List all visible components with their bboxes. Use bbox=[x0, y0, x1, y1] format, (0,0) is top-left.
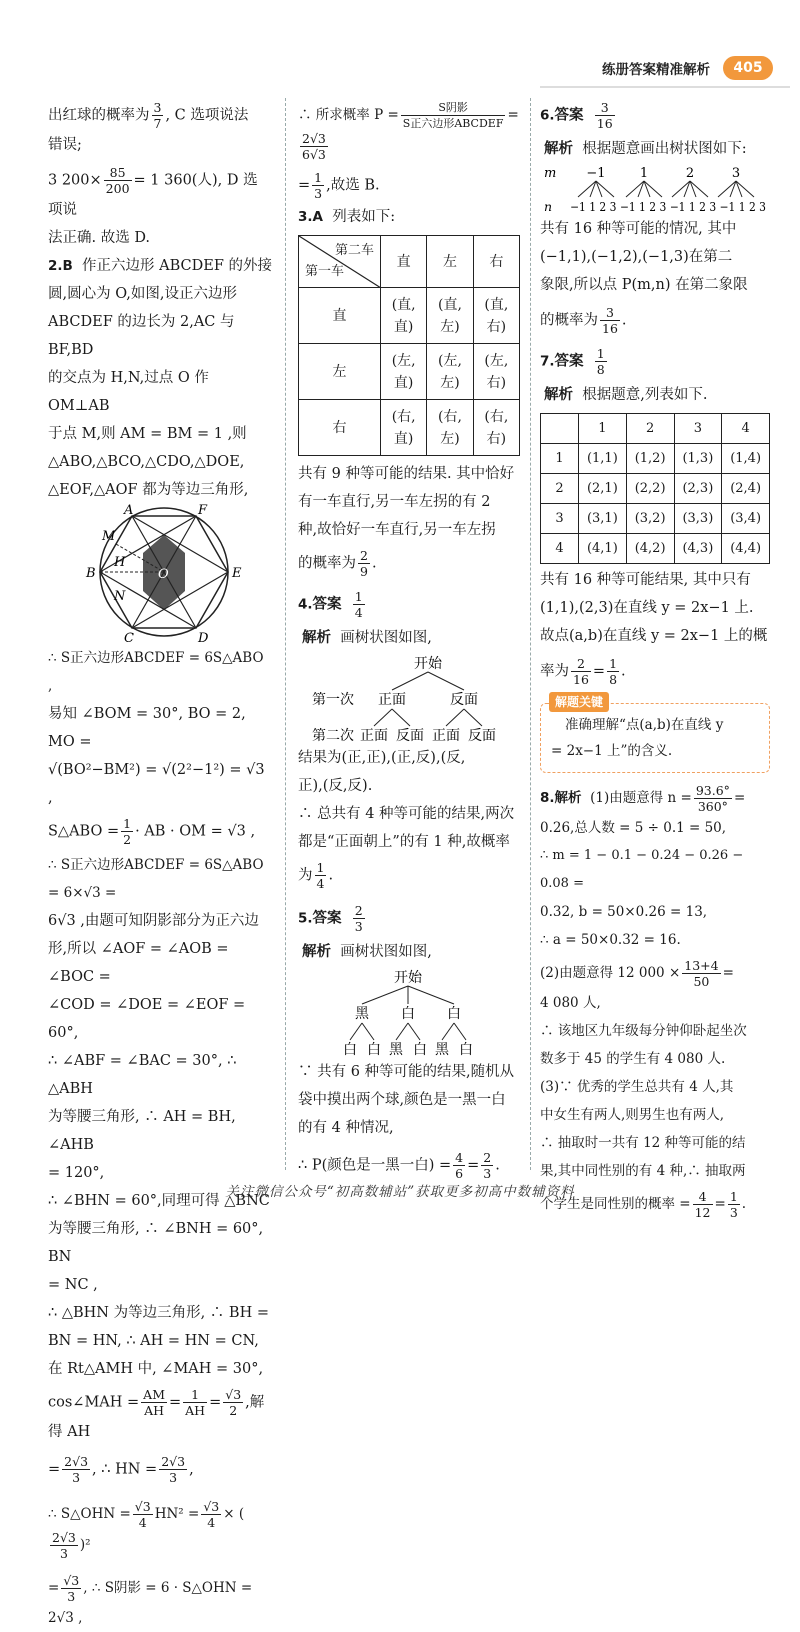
column-3 bbox=[540, 98, 770, 1220]
label-b: B bbox=[86, 566, 96, 581]
svg-text:白: 白 bbox=[367, 1042, 381, 1058]
svg-text:反面: 反面 bbox=[468, 728, 496, 744]
text-line: 共有 9 种等可能的结果. 其中恰好 bbox=[298, 466, 515, 482]
svg-text:正面: 正面 bbox=[432, 728, 460, 744]
text-line: 圆,圆心为 O,如图,设正六边形 bbox=[48, 286, 237, 302]
svg-text:黑: 黑 bbox=[355, 1006, 369, 1022]
svg-text:−1 1 2 3 −1 1 2 3 −1 1 2 3 −1: −1 1 2 3 −1 1 2 3 −1 1 2 3 −1 1 2 3 bbox=[570, 200, 766, 214]
question-4: 4.答案 $\frac{1}{4}$ bbox=[298, 589, 363, 620]
text-line: ∴ S△OHN = $\frac{√3}{4}$ HN² = $\frac{√3}{4}$ × ( $\frac{2√3}{3}$ )² bbox=[48, 1499, 245, 1561]
label-d: D bbox=[198, 631, 209, 646]
text-line: 解析 根据题意画出树状图如下: bbox=[544, 141, 747, 157]
table-row: 4 (4,1) (4,2) (4,3) (4,4) bbox=[541, 534, 770, 564]
text-line: = 120°, bbox=[48, 1165, 105, 1181]
text-line: 的概率为 $\frac{3}{16}$ . bbox=[540, 305, 627, 336]
fraction: $\frac{85}{200}$ bbox=[105, 165, 130, 196]
svg-text:黑: 黑 bbox=[435, 1042, 449, 1058]
label-f: F bbox=[198, 503, 208, 518]
text-line: 解析 画树状图如图, bbox=[302, 630, 432, 646]
text-line: 的概率为 $\frac{2}{9}$ . bbox=[298, 548, 377, 579]
text-line: ∴ 该地区九年级每分钟仰卧起坐次 bbox=[540, 1023, 747, 1039]
text-line: = NC , bbox=[48, 1277, 98, 1293]
text-line: 0.26,总人数 = 5 ÷ 0.1 = 50, bbox=[540, 820, 727, 836]
text-line: = $\frac{2√3}{3}$ , ∴ HN = $\frac{2√3}{3}$ , bbox=[48, 1454, 194, 1485]
text-line: = 2x−1 上”的含义. bbox=[551, 743, 673, 759]
text-line: 0.32, b = 50×0.26 = 13, bbox=[540, 904, 708, 920]
text-line: △ABO,△BCO,△CDO,△DOE, bbox=[48, 454, 245, 470]
svg-text:正面: 正面 bbox=[360, 728, 388, 744]
text-line: ∴ a = 50×0.32 = 16. bbox=[540, 932, 681, 948]
svg-text:白: 白 bbox=[459, 1042, 473, 1058]
table-row: 直 (直,直) (直,左) (直,右) bbox=[299, 288, 520, 344]
column-divider bbox=[285, 98, 286, 1170]
svg-text:白: 白 bbox=[447, 1006, 461, 1022]
svg-text:反面: 反面 bbox=[396, 728, 424, 744]
text-line: 袋中摸出两个球,颜色是一黑一白 bbox=[298, 1092, 506, 1108]
page-header bbox=[540, 56, 795, 82]
tree-diagram-q4 bbox=[298, 652, 520, 744]
text-line: 错误; bbox=[48, 137, 82, 153]
text-line: 有一车直行,另一车左拐的有 2 bbox=[298, 494, 491, 510]
text-line: 形,所以 ∠AOF = ∠AOB = ∠BOC = bbox=[48, 941, 229, 985]
label-h: H bbox=[114, 555, 126, 570]
header-rule bbox=[540, 86, 790, 88]
text-line: 的交点为 H,N,过点 O 作 OM⊥AB bbox=[48, 370, 209, 414]
text-line: 种,故恰好一车直行,另一车左拐 bbox=[298, 522, 496, 538]
text-line: 6√3 ,由题可知阴影部分为正六边 bbox=[48, 913, 259, 929]
fraction: $\frac{3}{7}$ bbox=[153, 100, 162, 131]
text-line: 出红球的概率为 $\frac{3}{7}$ , C 选项说法 bbox=[48, 100, 249, 131]
svg-text:−1: −1 bbox=[586, 166, 606, 181]
key-point-tag: 解题关键 bbox=[549, 692, 609, 712]
text-line: 解析 根据题意,列表如下. bbox=[544, 387, 708, 403]
tree-diagram-q6 bbox=[540, 163, 770, 215]
text-line: ∴ 所求概率 P = $\frac{\text{S阴影}}{\text{S正六边形ABCDEF}}$ = $\frac{2√3}{6√3}$ bbox=[298, 101, 519, 162]
text-line: cos∠MAH = $\frac{AM}{AH}$ = $\frac{1}{AH}$ = $\frac{√3}{2}$ ,解得 AH bbox=[48, 1387, 265, 1440]
text-line: S△ABO = $\frac{1}{2}$ · AB · OM = √3 , bbox=[48, 816, 256, 847]
column-divider bbox=[530, 98, 531, 1170]
svg-text:m: m bbox=[544, 166, 557, 181]
text-line: 都是“正面朝上”的有 1 种,故概率 bbox=[298, 834, 510, 850]
question-7: 7.答案 $\frac{1}{8}$ bbox=[540, 346, 605, 377]
text-line: = $\frac{√3}{3}$ , ∴ S阴影 = 6 · S△OHN = 2√3 , bbox=[48, 1573, 253, 1626]
tree-root: 开始 bbox=[394, 970, 422, 986]
text-line: ∴ P(颜色是一黑一白) = $\frac{4}{6}$ = $\frac{2}{3}$ . bbox=[298, 1150, 500, 1181]
text-line: 易知 ∠BOM = 30°, BO = 2, MO = bbox=[48, 706, 246, 750]
text-line: (−1,1),(−1,2),(−1,3)在第二 bbox=[540, 249, 733, 265]
text-line: √(BO²−BM²) = √(2²−1²) = √3 , bbox=[48, 762, 265, 806]
text-line: ∴ 总共有 4 种等可能的结果,两次 bbox=[298, 806, 515, 822]
label-n: N bbox=[114, 589, 126, 604]
svg-text:3: 3 bbox=[731, 166, 741, 181]
col-header: 直 bbox=[381, 236, 427, 288]
text-line: 率为 $\frac{2}{16}$ = $\frac{1}{8}$ . bbox=[540, 656, 626, 687]
text-line: ∴ 抽取时一共有 12 种等可能的结 bbox=[540, 1135, 746, 1151]
svg-text:黑: 黑 bbox=[389, 1042, 403, 1058]
text-line: ∴ S正六边形ABCDEF = 6S△ABO , bbox=[48, 650, 264, 694]
svg-text:反面: 反面 bbox=[450, 692, 478, 708]
text-line: 象限,所以点 P(m,n) 在第二象限 bbox=[540, 277, 748, 293]
svg-text:n: n bbox=[544, 199, 553, 214]
text-line: 3 200× $\frac{85}{200}$ = 1 360(人), D 选项说 bbox=[48, 165, 258, 218]
table-row: 2 (2,1) (2,2) (2,3) (2,4) bbox=[541, 474, 770, 504]
text-line: ∴ ∠BHN = 60°,同理可得 △BNC bbox=[48, 1193, 270, 1209]
table-row: 左 (左,直) (左,左) (左,右) bbox=[299, 344, 520, 400]
label-o: O bbox=[158, 567, 169, 582]
label-m: M bbox=[102, 529, 116, 544]
corner-top-label: 第二车 bbox=[334, 243, 374, 258]
table-corner bbox=[299, 236, 381, 288]
text-line: (1,1),(2,3)在直线 y = 2x−1 上. bbox=[540, 600, 754, 616]
text-line: 共有 16 种等可能结果, 其中只有 bbox=[540, 572, 751, 588]
table-row: 1 (1,1) (1,2) (1,3) (1,4) bbox=[541, 444, 770, 474]
key-point-box bbox=[540, 695, 770, 773]
question-6: 6.答案 $\frac{3}{16}$ bbox=[540, 100, 613, 131]
text-line: = $\frac{1}{3}$ ,故选 B. bbox=[298, 170, 380, 201]
text-line: (2)由题意得 12 000 × $\frac{13+4}{50}$ = bbox=[540, 958, 734, 989]
text-line: 法正确. 故选 D. bbox=[48, 230, 151, 246]
svg-text:白: 白 bbox=[401, 1006, 415, 1022]
label-a: A bbox=[124, 503, 134, 518]
text-line: 果,其中同性别的有 4 种,∴ 抽取两 bbox=[540, 1163, 746, 1179]
text-line: 结果为(正,正),(正,反),(反, bbox=[298, 750, 466, 766]
text-line: 4 080 人, bbox=[540, 995, 601, 1011]
text-line: 解析 画树状图如图, bbox=[302, 944, 432, 960]
text-line: 故点(a,b)在直线 y = 2x−1 上的概 bbox=[540, 628, 768, 644]
svg-text:正面: 正面 bbox=[378, 692, 406, 708]
text-line: 为等腰三角形, ∴ AH = BH, ∠AHB bbox=[48, 1109, 236, 1153]
text-line: 准确理解“点(a,b)在直线 y bbox=[565, 717, 724, 733]
question-3: 3.A 列表如下: bbox=[298, 209, 396, 225]
tree-row-label: 第一次 bbox=[312, 692, 354, 708]
text-line: 在 Rt△AMH 中, ∠MAH = 30°, bbox=[48, 1361, 264, 1377]
column-1 bbox=[48, 98, 272, 1632]
tree-root: 开始 bbox=[414, 656, 442, 672]
result-table-q7: 1 2 3 4 1 (1,1) (1,2) (1,3) (1,4) 2 (2,1) (2,2) (2,3) (2,4) 3 (3,1) (3,2) (3,3) (3,4) 4 (4,1) (4,2) (4,3) (4,4) bbox=[540, 413, 770, 564]
text-line: ABCDEF 的边长为 2,AC 与 BF,BD bbox=[48, 314, 235, 358]
table-row: 3 (3,1) (3,2) (3,3) (3,4) bbox=[541, 504, 770, 534]
text-line: ∴ m = 1 − 0.1 − 0.24 − 0.26 − 0.08 = bbox=[540, 848, 744, 891]
col-header: 右 bbox=[473, 236, 519, 288]
hexagon-diagram bbox=[48, 504, 272, 644]
result-table-q3 bbox=[298, 235, 520, 456]
text-line: ∴ S正六边形ABCDEF = 6S△ABO = 6×√3 = bbox=[48, 857, 264, 901]
label-e: E bbox=[232, 566, 242, 581]
text-line: 的有 4 种情况, bbox=[298, 1120, 394, 1136]
question-8: 8.解析 (1)由题意得 n = $\frac{93.6^\circ}{360^\circ}$ = bbox=[540, 783, 746, 814]
text-line: △EOF,△AOF 都为等边三角形, bbox=[48, 482, 249, 498]
svg-text:1: 1 bbox=[639, 166, 649, 181]
column-2 bbox=[298, 98, 520, 1181]
text-line: ∠COD = ∠DOE = ∠EOF = 60°, bbox=[48, 997, 246, 1041]
header-title: 练册答案精准解析 bbox=[602, 62, 710, 78]
text-line: ∴ △BHN 为等边三角形, ∴ BH = bbox=[48, 1305, 269, 1321]
text-line: 于点 M,则 AM = BM = 1 ,则 bbox=[48, 426, 247, 442]
text-line: BN = HN, ∴ AH = HN = CN, bbox=[48, 1333, 259, 1349]
text-line: ∴ ∠ABF = ∠BAC = 30°, ∴ △ABH bbox=[48, 1053, 237, 1097]
text-line: 为 $\frac{1}{4}$ . bbox=[298, 860, 334, 891]
text-line: 共有 16 种等可能的情况, 其中 bbox=[540, 221, 737, 237]
svg-text:白: 白 bbox=[343, 1042, 357, 1058]
tree-diagram-q5 bbox=[298, 966, 520, 1058]
text-line: 为等腰三角形, ∴ ∠BNH = 60°, BN bbox=[48, 1221, 264, 1265]
tree-row-label: 第二次 bbox=[312, 728, 354, 744]
text-line: ∵ 共有 6 种等可能的结果,随机从 bbox=[298, 1064, 515, 1080]
corner-bottom-label: 第一车 bbox=[305, 264, 345, 279]
text-line: 数多于 45 的学生有 4 080 人. bbox=[540, 1051, 726, 1067]
question-5: 5.答案 $\frac{2}{3}$ bbox=[298, 903, 363, 934]
label-c: C bbox=[124, 631, 134, 646]
svg-text:2: 2 bbox=[685, 166, 695, 181]
table-row: 右 (右,直) (右,左) (右,右) bbox=[299, 400, 520, 456]
text-line: 正),(反,反). bbox=[298, 778, 373, 794]
text-line: 个学生是同性别的概率 = $\frac{4}{12}$ = $\frac{1}{3}$ . bbox=[540, 1189, 747, 1220]
text-line: (3)∵ 优秀的学生总共有 4 人,其 bbox=[540, 1079, 734, 1095]
svg-text:白: 白 bbox=[413, 1042, 427, 1058]
page-number-badge: 405 bbox=[723, 56, 773, 80]
col-header: 左 bbox=[427, 236, 473, 288]
question-2: 2.B 作正六边形 ABCDEF 的外接 bbox=[48, 258, 273, 274]
footer-note: 关注微信公众号“初高数辅站”获取更多初高中数辅资料 bbox=[225, 1184, 575, 1200]
text-line: 中女生有两人,则男生也有两人, bbox=[540, 1107, 725, 1123]
